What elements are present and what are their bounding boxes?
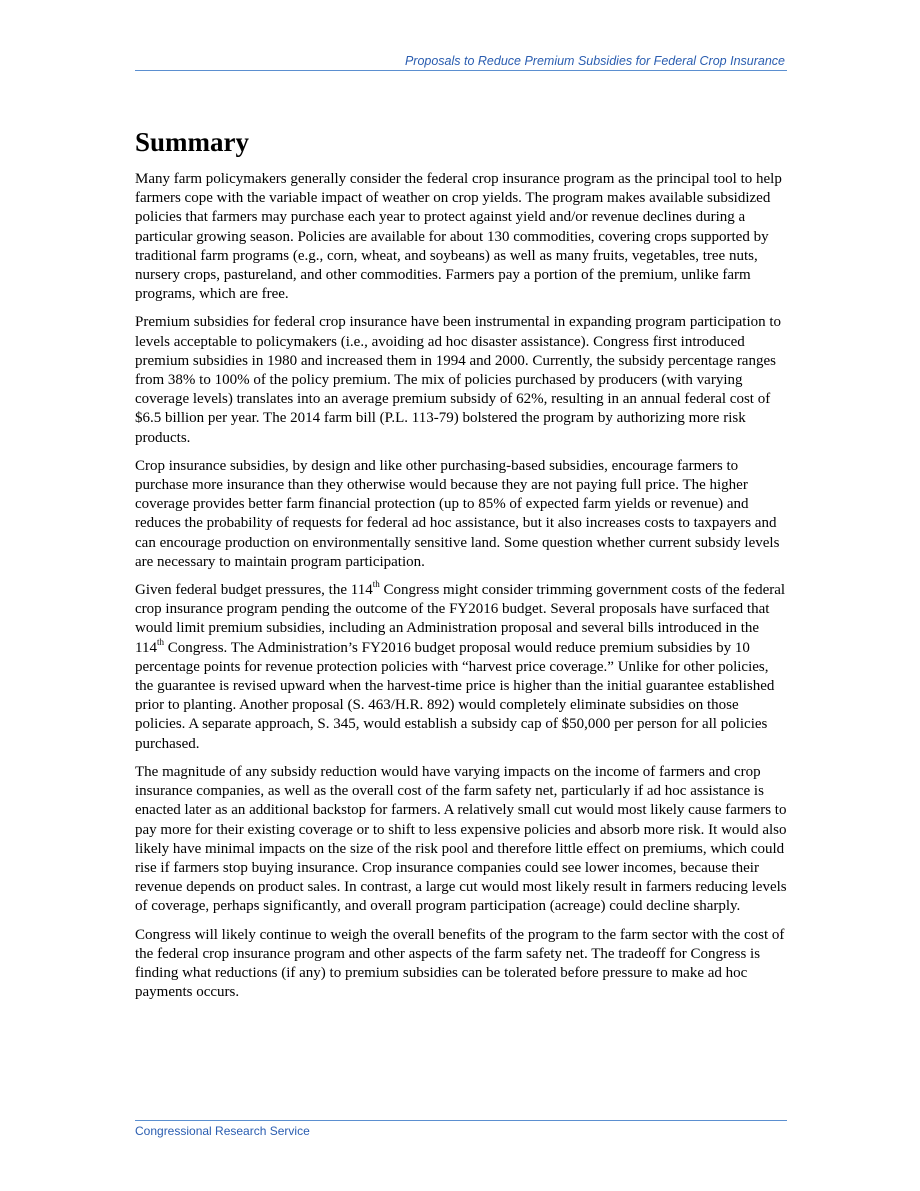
running-title: Proposals to Reduce Premium Subsidies for Federal Crop Insurance (404, 54, 785, 68)
paragraph-4-part-a: Given federal budget pressures, the 114 (135, 582, 373, 599)
paragraph-5: The magnitude of any subsidy reduction would have varying impacts on the income of farmers and crop insurance companies, as well as the overall cost of the farm safety net, particularly if ad hoc assistance is enacted later as an additional backstop for farmers. A relatively small cut would most likely cause farmers to pay more for their existing coverage or to shift to less expensive policies and absorb more risk. It would also likely have minimal impacts on the size of the risk pool and therefore little effect on premiums, which could rise if farmers stop buying insurance. Crop insurance companies could see lower incomes, because their revenue depends on product sales. In contrast, a large cut would most likely result in farmers reducing levels of coverage, perhaps significantly, and overall program participation (acreage) could decline sharply. (135, 763, 787, 915)
paragraph-4 (135, 581, 790, 754)
footer-org: Congressional Research Service (135, 1124, 310, 1138)
paragraph-1: Many farm policymakers generally consider the federal crop insurance program as the principal tool to help farmers cope with the variable impact of weather on crop yields. The program makes available subsidized policies that farmers may purchase each year to protect against yield and/or revenue declines during a particular growing season. Policies are available for about 130 commodities, covering crops supported by traditional farm programs (e.g., corn, wheat, and soybeans) as well as many fruits, vegetables, tree nuts, nursery crops, pastureland, and other commodities. Farmers pay a portion of the premium, unlike farm programs, which are free. (135, 171, 782, 303)
summary-section (135, 124, 790, 1011)
section-heading: Summary (135, 127, 249, 157)
ordinal-suffix: th (372, 579, 380, 590)
page-footer (135, 1120, 787, 1138)
paragraph-4-part-b: Congress might consider trimming government costs of the federal crop insurance program pending the outcome of the FY2016 budget. Several proposals have surfaced that would limit premium subsidies, including an Administration proposal and several bills introduced in the 114 (135, 582, 786, 656)
paragraph-6: Congress will likely continue to weigh the overall benefits of the program to the farm sector with the cost of the federal crop insurance program and other aspects of the farm safety net. The tradeoff for Congress is finding what reductions (if any) to premium subsidies can be tolerated before pressure to make ad hoc payments occurs. (135, 926, 785, 1001)
paragraph-4-part-c: Congress. The Administration’s FY2016 budget proposal would reduce premium subsidies by 10 percentage points for revenue protection policies with “harvest price coverage.” Unlike for other policies, the guarantee is revised upward when the harvest-time price is higher than the initial guarantee established prior to planting. Another proposal (S. 463/H.R. 892) would completely eliminate subsidies on those policies. A separate approach, S. 345, would establish a subsidy cap of $50,000 per person for all policies purchased. (135, 639, 775, 752)
ordinal-suffix: th (156, 636, 164, 647)
running-header (135, 52, 787, 71)
paragraph-2: Premium subsidies for federal crop insurance have been instrumental in expanding program participation to levels acceptable to policymakers (i.e., avoiding ad hoc disaster assistance). Congress first introduced premium subsidies in 1980 and increased them in 1994 and 2000. Currently, the subsidy percentage ranges from 38% to 100% of the policy premium. The mix of policies purchased by producers (with varying coverage levels) translates into an average premium subsidy of 62%, resulting in an annual federal cost of $6.5 billion per year. The 2014 farm bill (P.L. 113-79) bolstered the program by authorizing more risk products. (135, 314, 782, 446)
paragraph-3: Crop insurance subsidies, by design and like other purchasing-based subsidies, encourage farmers to purchase more insurance than they otherwise would because they are not paying full price. The higher coverage provides better farm financial protection (up to 85% of expected farm yields or revenue) and reduces the probability of requests for federal ad hoc assistance, but it also increases costs to taxpayers and can encourage production on environmentally sensitive land. Some question whether current subsidy levels are necessary to maintain program participation. (135, 457, 780, 570)
